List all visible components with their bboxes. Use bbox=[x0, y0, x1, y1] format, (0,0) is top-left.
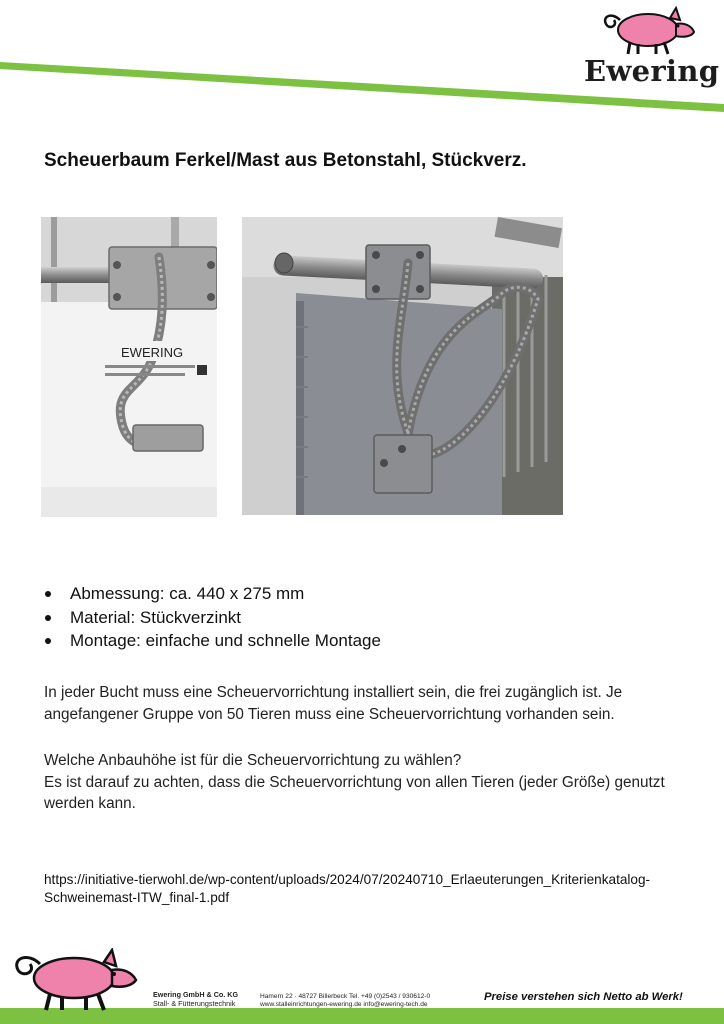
requirement-paragraph: In jeder Bucht muss eine Scheuervorrichtung installiert sein, die frei zugänglich ist. Je angefangener Gruppe von 50 Tieren muss eine Scheuervorrichtung vorhanden sein. bbox=[44, 684, 623, 723]
list-item: Montage: einfache und schnelle Montage bbox=[44, 629, 381, 653]
footer-company bbox=[153, 990, 238, 1008]
spec-list bbox=[44, 582, 381, 653]
company-subtitle: Stall- & Fütterungstechnik bbox=[153, 999, 236, 1008]
panel-label-brand: EWERING bbox=[121, 345, 184, 360]
product-photo-left bbox=[41, 217, 217, 517]
pig-logo-icon bbox=[10, 948, 140, 1014]
product-photo-mounted-on-pen-panel-icon bbox=[41, 217, 217, 517]
source-url-line-2: Schweinemast-ITW_final-1.pdf bbox=[44, 890, 230, 905]
list-item: Material: Stückverzinkt bbox=[44, 606, 381, 630]
contact-line[interactable]: www.stalleinrichtungen-ewering.de info@ewering-tech.de bbox=[260, 1001, 428, 1008]
footer-address bbox=[260, 993, 430, 1009]
product-photo-right bbox=[242, 217, 563, 515]
price-note: Preise verstehen sich Netto ab Werk! bbox=[484, 991, 683, 1003]
brand-wordmark: Ewering bbox=[584, 54, 720, 88]
height-answer: Es ist darauf zu achten, dass die Scheuervorrichtung von allen Tieren (jeder Größe) genutzt werden kann. bbox=[44, 773, 665, 812]
product-photo-mounted-on-grey-panel-icon bbox=[242, 217, 563, 515]
height-question: Welche Anbauhöhe ist für die Scheuervorrichtung zu wählen? bbox=[44, 752, 462, 769]
header-logo bbox=[582, 4, 718, 96]
list-item: Abmessung: ca. 440 x 275 mm bbox=[44, 582, 381, 606]
source-url-line-1: https://initiative-tierwohl.de/wp-content/uploads/2024/07/20240710_Erlaeuterungen_Kriterienkatalog- bbox=[44, 872, 651, 887]
company-name: Ewering GmbH & Co. KG bbox=[153, 990, 239, 999]
source-url[interactable] bbox=[44, 871, 704, 907]
address-line: Hamern 22 · 48727 Billerbeck Tel. +49 (0)2543 / 930612-0 bbox=[260, 993, 431, 1000]
document-title: Scheuerbaum Ferkel/Mast aus Betonstahl, Stückverz. bbox=[44, 150, 527, 171]
height-paragraph bbox=[44, 750, 704, 815]
